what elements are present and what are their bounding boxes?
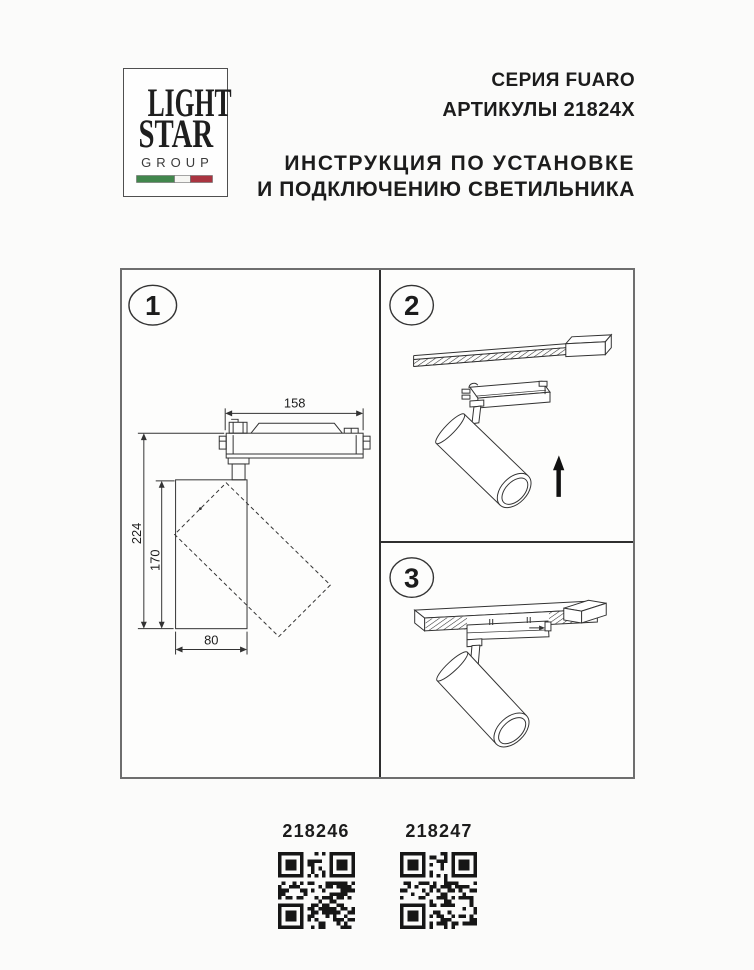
logo-word-star: STAR bbox=[138, 111, 214, 156]
track-with-fixture-drawing bbox=[415, 600, 607, 753]
dim-body-height-label: 170 bbox=[147, 549, 163, 571]
step-3-number: 3 bbox=[404, 562, 420, 594]
spotlight-drawing bbox=[433, 381, 550, 514]
dim-body-width-label: 80 bbox=[204, 632, 219, 648]
dim-adapter-width-label: 158 bbox=[283, 395, 306, 411]
articles-title: АРТИКУЛЫ 21824X bbox=[442, 99, 635, 121]
fixture-dimension-drawing bbox=[138, 408, 370, 654]
dim-overall-height-label: 224 bbox=[128, 522, 144, 545]
step-1-panel bbox=[122, 270, 378, 776]
step-1-number: 1 bbox=[145, 290, 161, 322]
step-3-panel bbox=[381, 543, 635, 776]
qr-code-right bbox=[400, 852, 477, 929]
instruction-title-line2: И ПОДКЛЮЧЕНИЮ СВЕТИЛЬНИКА bbox=[257, 178, 635, 201]
dimension-arrowheads bbox=[141, 410, 363, 652]
logo-word-group: GROUP bbox=[141, 155, 214, 170]
qr-code-left bbox=[278, 852, 355, 929]
italian-flag-bar bbox=[136, 175, 213, 183]
instruction-title-line1: ИНСТРУКЦИЯ ПО УСТАНОВКЕ bbox=[284, 152, 635, 175]
qr-label-right: 218247 bbox=[405, 821, 473, 841]
header-block bbox=[250, 71, 635, 200]
step-2-number: 2 bbox=[403, 290, 420, 322]
mount-direction-arrow-icon bbox=[553, 455, 564, 497]
qr-label-left: 218246 bbox=[282, 821, 350, 841]
step-2-panel bbox=[381, 270, 635, 541]
series-title: СЕРИЯ FUARO bbox=[491, 70, 635, 91]
track-rail-drawing bbox=[414, 335, 612, 367]
logo-word-light: LIGHT bbox=[147, 80, 232, 125]
lightstar-logo bbox=[123, 68, 232, 197]
instruction-steps-grid bbox=[120, 268, 635, 779]
